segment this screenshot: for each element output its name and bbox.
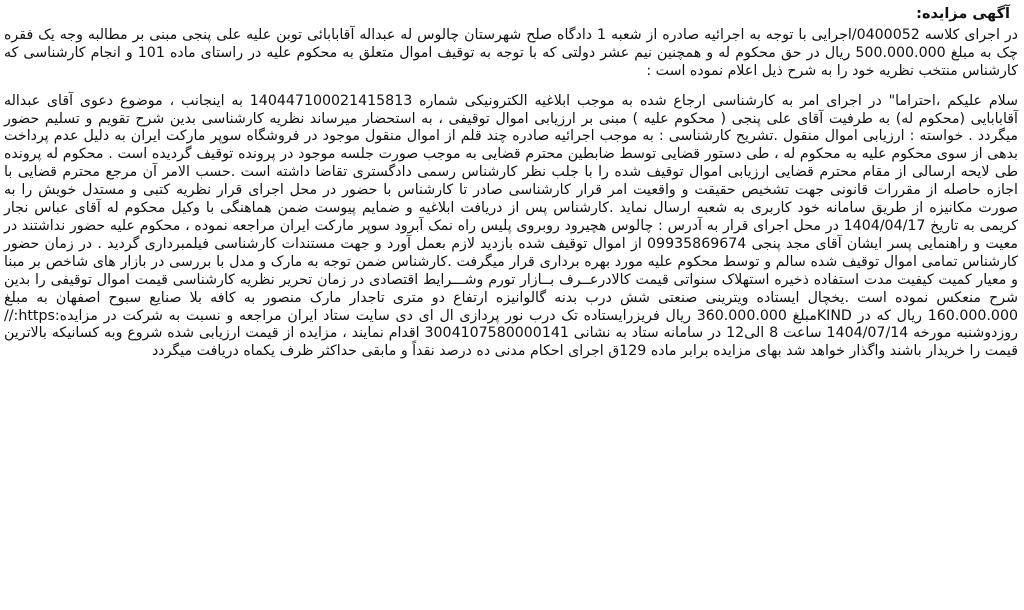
auction-notice	[4, 6, 1018, 361]
notice-intro-paragraph: در اجرای کلاسه 0400052/اجرایی با توجه به اجرائیه صادره از شعبه 1 دادگاه صلح شهرستان چالوس له عبداله آقابابائی توبن علیه علی پنجی مبنی بر مطالبه وجه یک فقره چک به مبلغ 500.000.000 ریال در حق محکوم له و همچنین نیم عشر دولتی که با توجه به توقیف اموال متعلق به محکوم علیه در راستای ماده 101 و انجام کارشناسی که کارشناس منتخب نظریه خود را به شرح ذیل اعلام نموده است :	[4, 26, 1019, 79]
notice-expert-report-paragraph: سلام علیکم ،احتراما" در اجرای امر به کارشناسی ارجاع شده به موجب ابلاغیه الکترونیکی شماره 140447100021415813 به اینجانب ، موضوع دعوی آقای عبداله آقابابایی (محکوم له) به طرفیت آقای علی پنجی ( محکوم علیه ) مبنی بر ارزیابی اموال توقیفی ، به استحضار میرساند نظریه کارشناسی بدین شرح تقویم و تسلیم حضور میگردد . خواسته : ارزیابی اموال منقول .تشریح کارشناسی : به موجب اجرائیه صادره چند قلم از اموال منقول موجود در فروشگاه سوپر مارکت ایران به دلیل عدم پرداخت بدهی از سوی محکوم علیه به محکوم له ، طی دستور قضایی توسط ضابطین محترم قضایی به موجب صورت جلسه موجود در پرونده توقیف گردیده است . محکوم له پرونده طی لایحه ارسالی از مقام محترم قضایی ارزیابی اموال توقیف شده را با جلب نظر کارشناس رسمی دادگستری تقاضا داشته است .حسب الامر آن مرجع محترم قضایی با اجازه حاصله از مقررات قانونی جهت تشخیص حقیقت و واقعیت امر قرار کارشناسی صادر تا کارشناس با حضور در محل اجرای قرار نظریه کتبی و مستدل خویش را به صورت مکانیزه از طریق سامانه خود کاربری به شعبه ارسال نماید .کارشناس پس از دریافت ابلاغیه و ضمایم پیوست ضمن هماهنگی با وکیل محکوم له آقای عباس نجار کریمی به تاریخ 1404/04/17 در محل اجرای قرار به آدرس : چالوس هچیرود روبروی پلیس راه نمک آبرود سوپر مارکت ایران مراجعه نموده ، محکوم علیه حضور نداشتند در معیت و راهنمایی پسر ایشان آقای مجد پنجی 09935869674 از اموال توقیف شده بازدید لازم بعمل آورد و جهت مستندات کارشناسی فیلمبرداری گردید . در زمان حضور کارشناس تمامی اموال توقیف شده سالم و توسط محکوم علیه مورد بهره برداری قرار میگرفت .کارشناس ضمن توجه به مارک و مدل با بررسی در بازار های شاخص بر مبنا و معیار کمیت کیفیت مدت استفاده ذخیره استهلاک سنواتی قیمت کالادرعــرف بــازار تورم وشـــرایط اقتصادی در زمان تحریر نظریه کارشناسی قیمت اموال توقیفی را بدین شرح منعکس نموده است .یخچال ایستاده ویترینی صنعتی شش درب بدنه گالوانیزه ارتفاع دو متری تاجدار مارک منصور به کافه بلا صنایع سبوح اصفهان به مبلغ 160.000.000 ریال که در KINDمبلغ 360.000.000 ریال فریزرایستاده تک درب نور پردازی ال ای دی سایت ستاد ایران مراجعه و نسبت به شرکت در مزایده:https://روزدوشنبه مورخه 1404/07/14 ساعت 8 الی12 در سامانه ستاد به نشانی 3004107580000141 اقدام نمایند ، مزایده از قیمت ارزیابی شده شروع وبه کسانیکه بالاترین قیمت را خریدار باشند واگذار خواهد شد بهای مزایده برابر ماده 129ق اجرای احکام مدنی ده درصد نقداً و مابقی حداکثر ظرف یکماه دریافت میگردد	[4, 92, 1019, 360]
notice-title: آگهی مزایده:	[916, 6, 1010, 22]
